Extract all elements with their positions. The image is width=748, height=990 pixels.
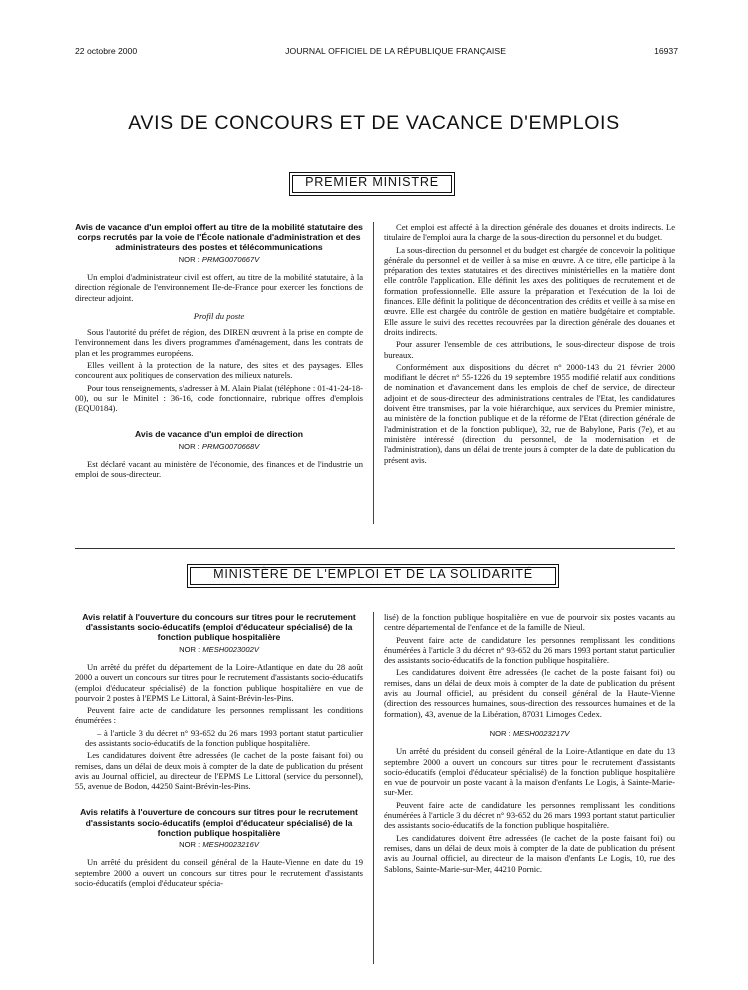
nor-code: MESH0023217V	[512, 728, 570, 738]
notice-title: Avis relatif à l'ouverture du concours sur titres pour le recrutement d'assistants socio-éducatifs (emploi d'éducateur spécialisé) de la fonction publique hospitalière	[82, 612, 356, 643]
section-heading-premier-ministre: PREMIER MINISTRE	[289, 172, 455, 196]
header-journal-title: JOURNAL OFFICIEL DE LA RÉPUBLIQUE FRANÇAISE	[285, 46, 507, 56]
subheading-profil: Profil du poste	[193, 310, 245, 321]
paragraph: Pour assurer l'ensemble de ces attributions, le sous-directeur dispose de trois bureaux.	[384, 339, 675, 360]
paragraph: Conformément aux dispositions du décret n° 2000-143 du 21 février 2000 modifiant le décret n° 55-1226 du 19 septembre 1955 modifié relatif aux conditions de nomination et d'avancement dans les emplois de chef de service, de directeur adjoint et de sous-directeur des administrations centrales de l'Etat, les candidatures doivent être transmises, par la voie hiérarchique, aux services du Premier ministre, au ministère de la fonction publique et de la réforme de l'Etat (direction générale de l'administration et de la fonction publique), 32, rue de Babylone, Paris (7e), et au ministère intéressé (direction du personnel, de la modernisation et de l'administration), dans un délai de trente jours à compter de la date de publication du présent avis.	[384, 361, 675, 465]
section2-right-column	[384, 612, 675, 876]
paragraph: Elles veillent à la protection de la nature, des sites et des paysages. Elles concourent aux politiques de conservation des milieux naturels.	[75, 359, 363, 381]
paragraph: Peuvent faire acte de candidature les personnes remplissant les conditions énumérées à l'article 3 du décret n° 93-652 du 26 mars 1993 portant statut particulier des assistants socio-éducatifs de la fonction publique hospitalière.	[384, 634, 675, 666]
nor-label: NOR :	[489, 728, 511, 738]
nor-reference	[75, 442, 363, 452]
nor-reference	[75, 645, 363, 655]
column-divider	[373, 612, 374, 964]
column-divider	[373, 222, 374, 524]
paragraph: Peuvent faire acte de candidature les personnes remplissant les conditions énumérées à l'article 3 du décret n° 93-652 du 26 mars 1993 portant statut particulier des assistants socio-éducatifs de la fonction publique hospitalière.	[384, 799, 675, 831]
paragraph: Pour tous renseignements, s'adresser à M. Alain Pialat (téléphone : 01-41-24-18-00), ou sur le Minitel : 36-16, code fonctionnaire, rubrique offres d'emplois (EQU0184).	[75, 382, 363, 414]
section-heading-ministere-emploi: MINISTÈRE DE L'EMPLOI ET DE LA SOLIDARITÉ	[187, 564, 559, 588]
nor-label: NOR :	[178, 441, 200, 451]
nor-reference	[384, 729, 675, 739]
paragraph: Peuvent faire acte de candidature les personnes remplissant les conditions énumérées :	[75, 705, 363, 726]
paragraph: Sous l'autorité du préfet de région, des DIREN œuvrent à la prise en compte de l'environnement dans les divers programmes d'aménagement, dans les contrats de plan et les programmes européens.	[75, 327, 363, 358]
notice-title: Avis de vacance d'un emploi de direction	[135, 429, 303, 440]
section1-left-column	[75, 222, 363, 482]
running-header	[75, 44, 678, 58]
paragraph: Un arrêté du président du conseil général de la Haute-Vienne en date du 19 septembre 2000 a ouvert un concours sur titres pour le recrutement d'assistants socio-éducatifs (emploi d'éducateur spécia-	[75, 857, 363, 888]
nor-code: MESH0023216V	[202, 840, 259, 850]
header-page-number: 16937	[654, 46, 678, 56]
page-title: AVIS DE CONCOURS ET DE VACANCE D'EMPLOIS	[128, 112, 620, 134]
section-separator	[75, 548, 675, 549]
nor-reference	[75, 840, 363, 850]
paragraph: La sous-direction du personnel et du budget est chargée de concevoir la politique générale du personnel et de veiller à sa mise en œuvre. A ce titre, elle participe à la préparation des textes statutaires et des directives ministérielles en la matière dont elle contrôle l'application. Elle définit les axes des politiques de recrutement et de formation professionnelle. Elle assure la préparation et l'exécution de la loi de finances. Elle définit la politique de déconcentration des crédits et veille à sa mise en œuvre. Elle est chargée du contrôle de gestion en matière budgétaire et comptable. Elle assure le suivi des recettes recouvrées par la direction générale des douanes et droits indirects.	[384, 244, 675, 337]
notice-title: Avis de vacance d'un emploi offert au titre de la mobilité statutaire des corps recrutés par la voie de l'École nationale d'administration et des administrateurs des postes et télécommunications	[75, 222, 363, 253]
nor-code: PRMG0070667V	[201, 254, 260, 264]
nor-label: NOR :	[179, 644, 201, 654]
nor-code: MESH0023002V	[202, 644, 259, 654]
paragraph: Les candidatures doivent être adressées (le cachet de la poste faisant foi) ou remises, dans un délai de deux mois à compter de la date de publication du présent avis au Journal officiel, au directeur de la maison d'enfants Le Logis, 10, rue des Sablons, Sainte-Marie-sur-Mer, 44210 Pornic.	[384, 832, 675, 874]
paragraph: Un arrêté du président du conseil général de la Loire-Atlantique en date du 13 septembre 2000 a ouvert un concours sur titres pour le recrutement d'assistants socio-éducatifs (emploi d'éducateur spécialisé) de la fonction publique hospitalière en vue de pourvoir un poste vacant à la maison d'enfants Le Logis, à Sainte-Marie-sur-Mer.	[384, 746, 675, 798]
section2-left-column	[75, 612, 363, 890]
header-date: 22 octobre 2000	[75, 46, 138, 56]
list-item: – à l'article 3 du décret n° 93-652 du 26 mars 1993 portant statut particulier des assistants socio-éducatifs de la fonction publique hospitalière.	[85, 727, 363, 748]
paragraph: Les candidatures doivent être adressées (le cachet de la poste faisant foi) ou remises, dans un délai de deux mois à compter de la date de publication du présent avis au Journal officiel, au directeur de l'EPMS Le Littoral (service du personnel), 55, avenue de Bodon, 44250 Saint-Brévin-les-Pins.	[75, 750, 363, 792]
paragraph: Cet emploi est affecté à la direction générale des douanes et droits indirects. Le titulaire de l'emploi aura la charge de la sous-direction du personnel et du budget.	[384, 222, 675, 243]
nor-reference	[75, 255, 363, 265]
paragraph: lisé) de la fonction publique hospitalière en vue de pourvoir six postes vacants au centre départemental de l'enfance et de la famille de Nieul.	[384, 612, 675, 633]
paragraph: Les candidatures doivent être adressées (le cachet de la poste faisant foi) ou remises, dans un délai de deux mois à compter de la date de publication du présent avis au Journal officiel, au président du conseil général de la Haute-Vienne (direction des ressources humaines, sous-direction des ressources humaines et de la formation), 43, avenue de la Libération, 87031 Limoges Cedex.	[384, 667, 675, 719]
section1-right-column	[384, 222, 675, 467]
nor-label: NOR :	[178, 254, 200, 264]
nor-code: PRMG0070668V	[201, 441, 260, 451]
paragraph: Un emploi d'administrateur civil est offert, au titre de la mobilité statutaire, à la direction régionale de l'environnement Ile-de-France pour exercer les fonctions de directeur adjoint.	[75, 271, 363, 303]
paragraph: Un arrêté du préfet du département de la Loire-Atlantique en date du 28 août 2000 a ouvert un concours sur titres pour le recrutement d'assistants socio-éducatifs (emploi d'éducateur spécialisé) de la fonction publique hospitalière en vue de pourvoir 2 postes à l'EPMS Le Littoral, à Saint-Brévin-les-Pins.	[75, 661, 363, 703]
notice-title: Avis relatifs à l'ouverture de concours sur titres pour le recrutement d'assistants socio-éducatifs (emploi d'éducateur spécialisé) de la fonction publique hospitalière	[80, 807, 358, 838]
nor-label: NOR :	[179, 840, 201, 850]
paragraph: Est déclaré vacant au ministère de l'économie, des finances et de l'industrie un emploi de sous-directeur.	[75, 458, 363, 480]
